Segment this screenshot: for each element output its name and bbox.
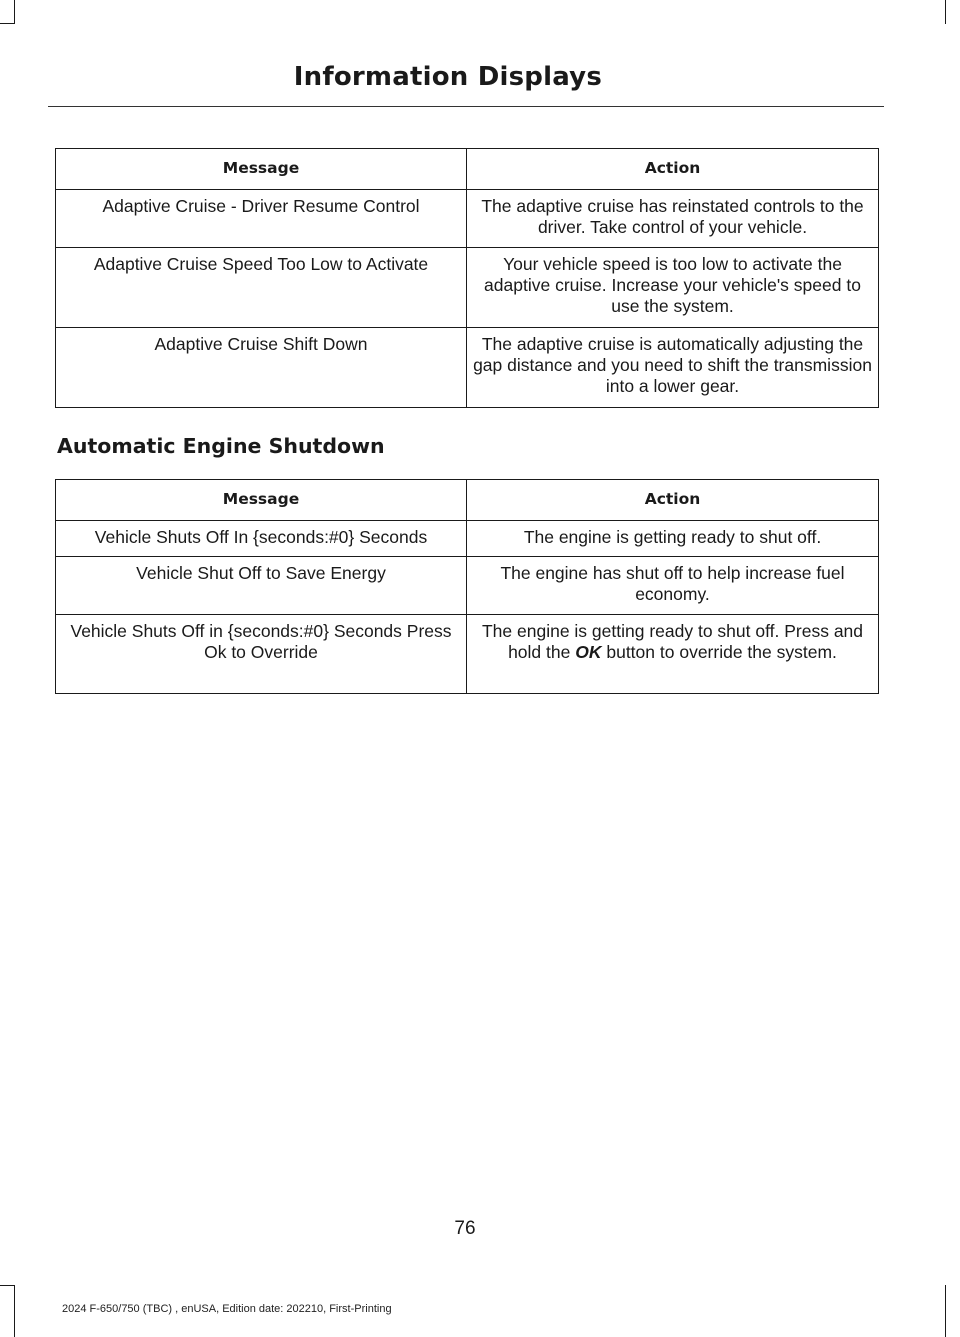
column-header-action: Action xyxy=(467,149,879,190)
table-header-row xyxy=(56,149,879,190)
table-row xyxy=(56,557,879,615)
column-header-message: Message xyxy=(56,480,467,521)
action-cell: The adaptive cruise is automatically adjusting the gap distance and you need to shift the transmission into a lower gear. xyxy=(467,328,879,408)
table-row xyxy=(56,190,879,248)
message-cell: Adaptive Cruise Speed Too Low to Activate xyxy=(56,248,467,328)
action-cell: The engine is getting ready to shut off. xyxy=(467,521,879,557)
adaptive-cruise-messages-table xyxy=(55,148,879,408)
table-row xyxy=(56,328,879,408)
header-divider xyxy=(48,106,884,107)
action-cell: The engine has shut off to help increase fuel economy. xyxy=(467,557,879,615)
edition-footer: 2024 F-650/750 (TBC) , enUSA, Edition date: 202210, First-Printing xyxy=(62,1303,392,1315)
page-title-text: Information Displays xyxy=(293,62,602,92)
engine-shutdown-messages-table xyxy=(55,479,879,694)
action-text-post: button to override the system. xyxy=(606,642,837,662)
message-cell: Adaptive Cruise - Driver Resume Control xyxy=(56,190,467,248)
action-text-pre: The engine is getting ready to shut off. Press and hold the xyxy=(481,621,864,662)
table-row xyxy=(56,521,879,557)
table-row xyxy=(56,615,879,694)
column-header-message: Message xyxy=(56,149,467,190)
crop-mark-top-right xyxy=(945,0,946,24)
table-header-row xyxy=(56,480,879,521)
crop-mark-bottom-left xyxy=(14,1285,15,1337)
action-cell xyxy=(467,615,879,694)
message-cell: Vehicle Shut Off to Save Energy xyxy=(56,557,467,615)
action-cell: The adaptive cruise has reinstated controls to the driver. Take control of your vehicle. xyxy=(467,190,879,248)
message-cell: Vehicle Shuts Off in {seconds:#0} Seconds Press Ok to Override xyxy=(56,615,467,694)
crop-mark-top-left-h xyxy=(0,23,14,24)
page-number: 76 xyxy=(454,1218,476,1239)
section-heading: Automatic Engine Shutdown xyxy=(57,434,385,458)
action-cell: Your vehicle speed is too low to activate the adaptive cruise. Increase your vehicle's speed to use the system. xyxy=(467,248,879,328)
ok-button-label: OK xyxy=(575,642,602,662)
crop-mark-top-left xyxy=(14,0,15,24)
column-header-action: Action xyxy=(467,480,879,521)
message-cell: Adaptive Cruise Shift Down xyxy=(56,328,467,408)
table-row xyxy=(56,248,879,328)
crop-mark-bottom-right xyxy=(945,1285,946,1337)
message-cell: Vehicle Shuts Off In {seconds:#0} Seconds xyxy=(56,521,467,557)
crop-mark-bottom-left-h xyxy=(0,1285,14,1286)
